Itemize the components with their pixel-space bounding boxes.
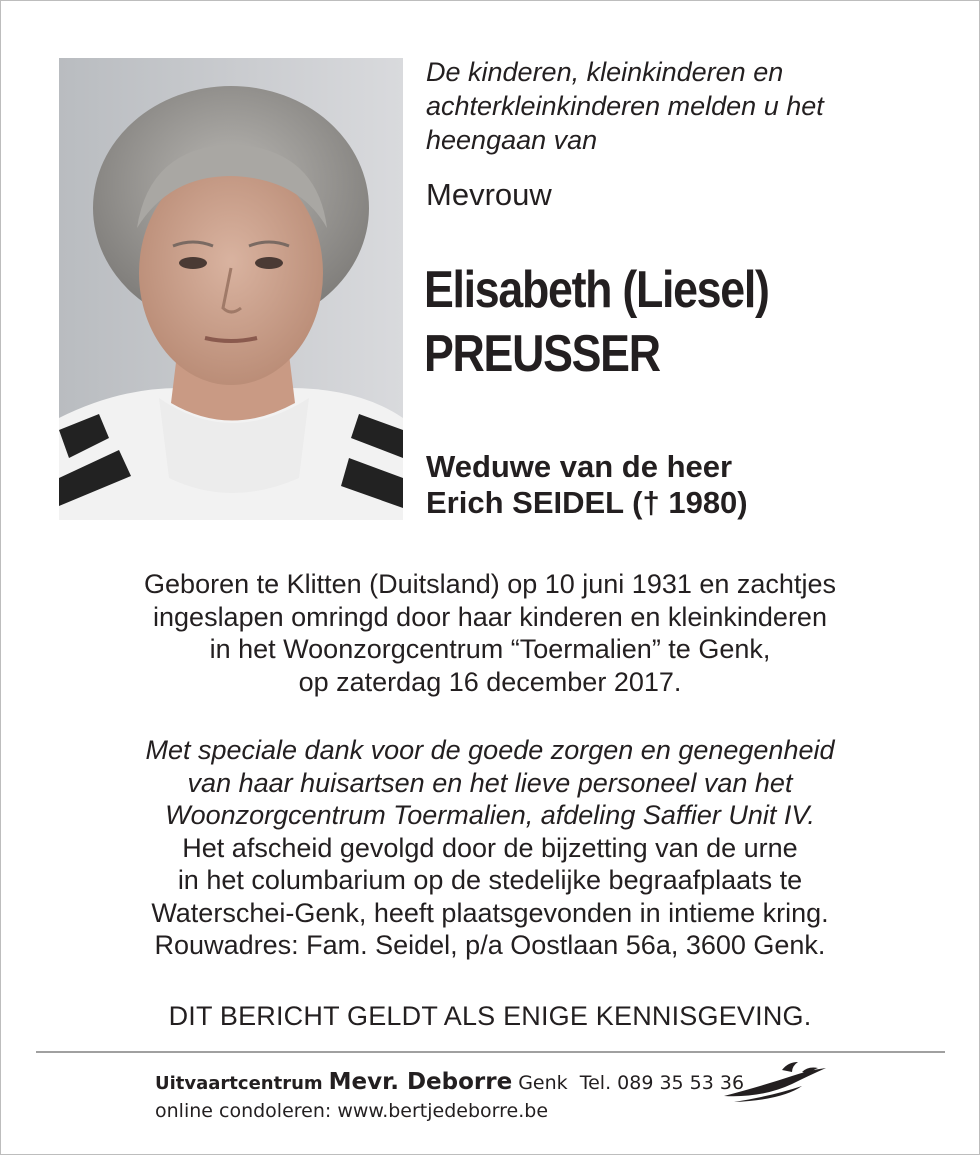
thanks-line: Woonzorgcentrum Toermalien, afdeling Saffier Unit IV. <box>165 800 815 830</box>
divider <box>36 1051 945 1053</box>
footer-company <box>155 1069 744 1095</box>
footer-contact: Genk Tel. 089 35 53 36 <box>518 1072 745 1094</box>
born-line: in het Woonzorgcentrum “Toermalien” te Genk, <box>209 634 771 664</box>
footer-prefix: Uitvaartcentrum <box>155 1073 323 1094</box>
farewell-line: Waterschei-Genk, heeft plaatsgevonden in intieme kring. <box>151 897 829 928</box>
farewell-line: in het columbarium op de stedelijke begraafplaats te <box>177 865 803 895</box>
born-line: op zaterdag 16 december 2017. <box>298 666 682 697</box>
born-line: Geboren te Klitten (Duitsland) op 10 juni 1931 en zachtjes <box>144 569 836 599</box>
birth-death-text <box>40 568 940 698</box>
footer-online: online condoleren: www.bertjedeborre.be <box>155 1100 549 1122</box>
thanks-line: Met speciale dank voor de goede zorgen en genegenheid <box>145 735 835 765</box>
widow-line: Erich SEIDEL († 1980) <box>426 485 748 520</box>
bird-logo-icon <box>722 1060 832 1109</box>
intro-line: heengaan van <box>426 125 598 155</box>
farewell-line: Rouwadres: Fam. Seidel, p/a Oostlaan 56a, 3600 Genk. <box>154 930 826 960</box>
last-name: PREUSSER <box>424 325 660 383</box>
first-name: Elisabeth (Liesel) <box>424 261 769 319</box>
honorific: Mevrouw <box>426 177 552 212</box>
intro-text <box>426 55 946 157</box>
widow-of <box>426 449 748 521</box>
deceased-name <box>424 258 769 386</box>
thanks-line: van haar huisartsen en het lieve personeel van het <box>187 767 793 798</box>
farewell-line: Het afscheid gevolgd door de bijzetting van de urne <box>182 832 798 863</box>
portrait-photo <box>59 58 403 520</box>
thanks-text <box>40 734 940 962</box>
footer-brand: Mevr. Deborre <box>328 1069 513 1095</box>
notice-text: DIT BERICHT GELDT ALS ENIGE KENNISGEVING. <box>168 1001 812 1031</box>
born-line: ingeslapen omringd door haar kinderen en kleinkinderen <box>153 601 827 632</box>
intro-line: De kinderen, kleinkinderen en <box>426 57 784 87</box>
intro-line: achterkleinkinderen melden u het <box>426 91 824 121</box>
widow-line: Weduwe van de heer <box>426 449 733 484</box>
